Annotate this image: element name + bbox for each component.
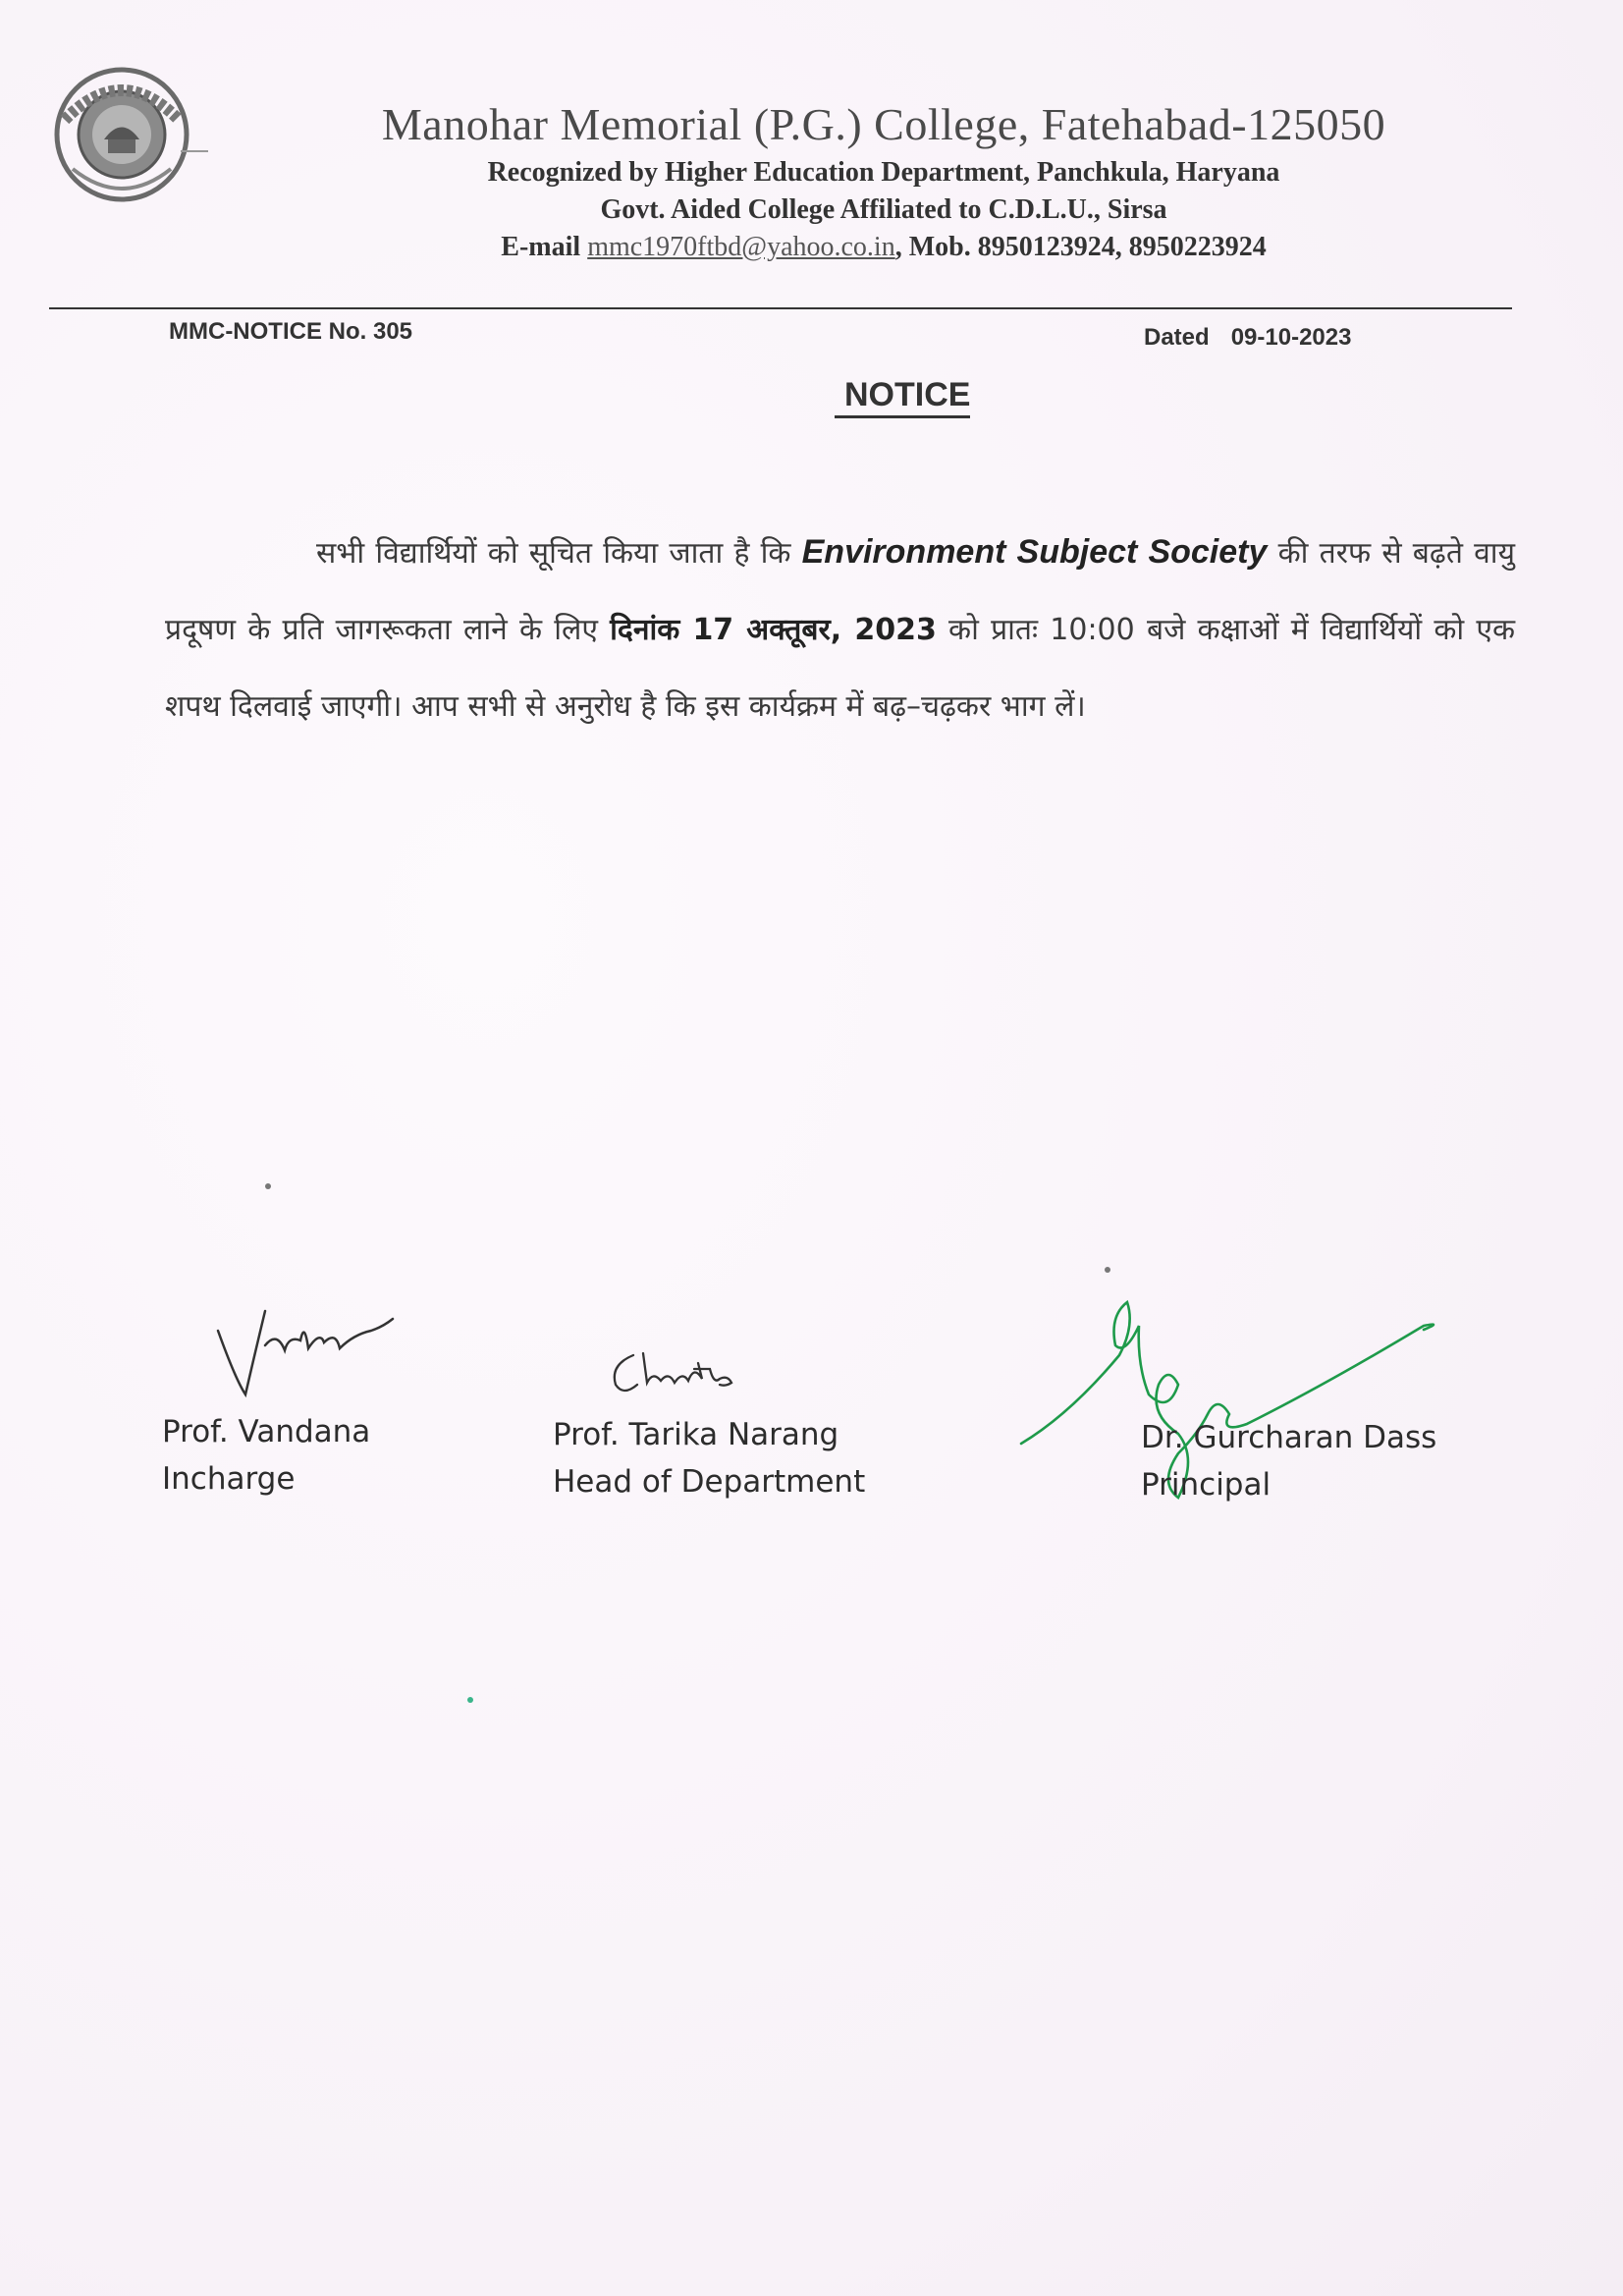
affiliation-line: Govt. Aided College Affiliated to C.D.L.U., Sirsa — [600, 194, 1167, 225]
event-date: दिनांक 17 अक्तूबर, 2023 — [610, 613, 937, 647]
notice-title: NOTICE — [835, 375, 970, 418]
signatory-name: Dr. Gurcharan Dass — [1141, 1420, 1437, 1455]
signatory-principal — [1141, 1414, 1436, 1508]
contact-line — [295, 232, 1473, 263]
email-link[interactable]: mmc1970ftbd@yahoo.co.in — [587, 232, 895, 262]
college-logo-seal — [43, 61, 210, 208]
signatory-role: Principal — [1141, 1467, 1271, 1503]
body-part-1: सभी विद्यार्थियों को सूचित किया जाता है कि — [316, 536, 802, 571]
signatory-name: Prof. Tarika Narang — [553, 1417, 839, 1452]
dated-value: 09-10-2023 — [1230, 324, 1352, 351]
signatory-role: Head of Department — [553, 1464, 866, 1500]
scan-speck — [467, 1697, 473, 1703]
signature-tarika — [604, 1336, 781, 1414]
notice-number: MMC-NOTICE No. 305 — [169, 318, 413, 345]
body-part-3: को प्रातः 10:00 बजे कक्षाओं में विद्यार्थियों को एक शपथ दिलवाई जाएगी। आप सभी से अनुरोध है कि इस कार्यक्रम में बढ़–चढ़कर भाग लें। — [165, 613, 1515, 724]
notice-date — [1144, 324, 1351, 352]
scan-speck — [265, 1183, 271, 1189]
signatory-role: Incharge — [162, 1461, 296, 1497]
college-name: Manohar Memorial (P.G.) College, Fatehabad-125050 — [381, 99, 1386, 149]
email-label: E-mail — [501, 232, 581, 262]
header-divider — [49, 307, 1512, 309]
signatory-incharge — [162, 1408, 370, 1503]
signatory-hod — [553, 1411, 865, 1505]
body-part-2: की तरफ से बढ़ते वायु प्रदूषण के प्रति जागरूकता लाने के लिए — [165, 536, 1515, 647]
recognition-line: Recognized by Higher Education Department, Panchkula, Haryana — [487, 157, 1280, 188]
signature-vandana — [206, 1291, 403, 1409]
scan-speck — [1105, 1267, 1110, 1273]
mobile-numbers: , Mob. 8950123924, 8950223924 — [894, 232, 1267, 262]
dated-label: Dated — [1144, 324, 1210, 351]
society-name: Environment Subject Society — [801, 533, 1268, 571]
notice-body — [165, 514, 1515, 745]
signatory-name: Prof. Vandana — [162, 1414, 371, 1449]
